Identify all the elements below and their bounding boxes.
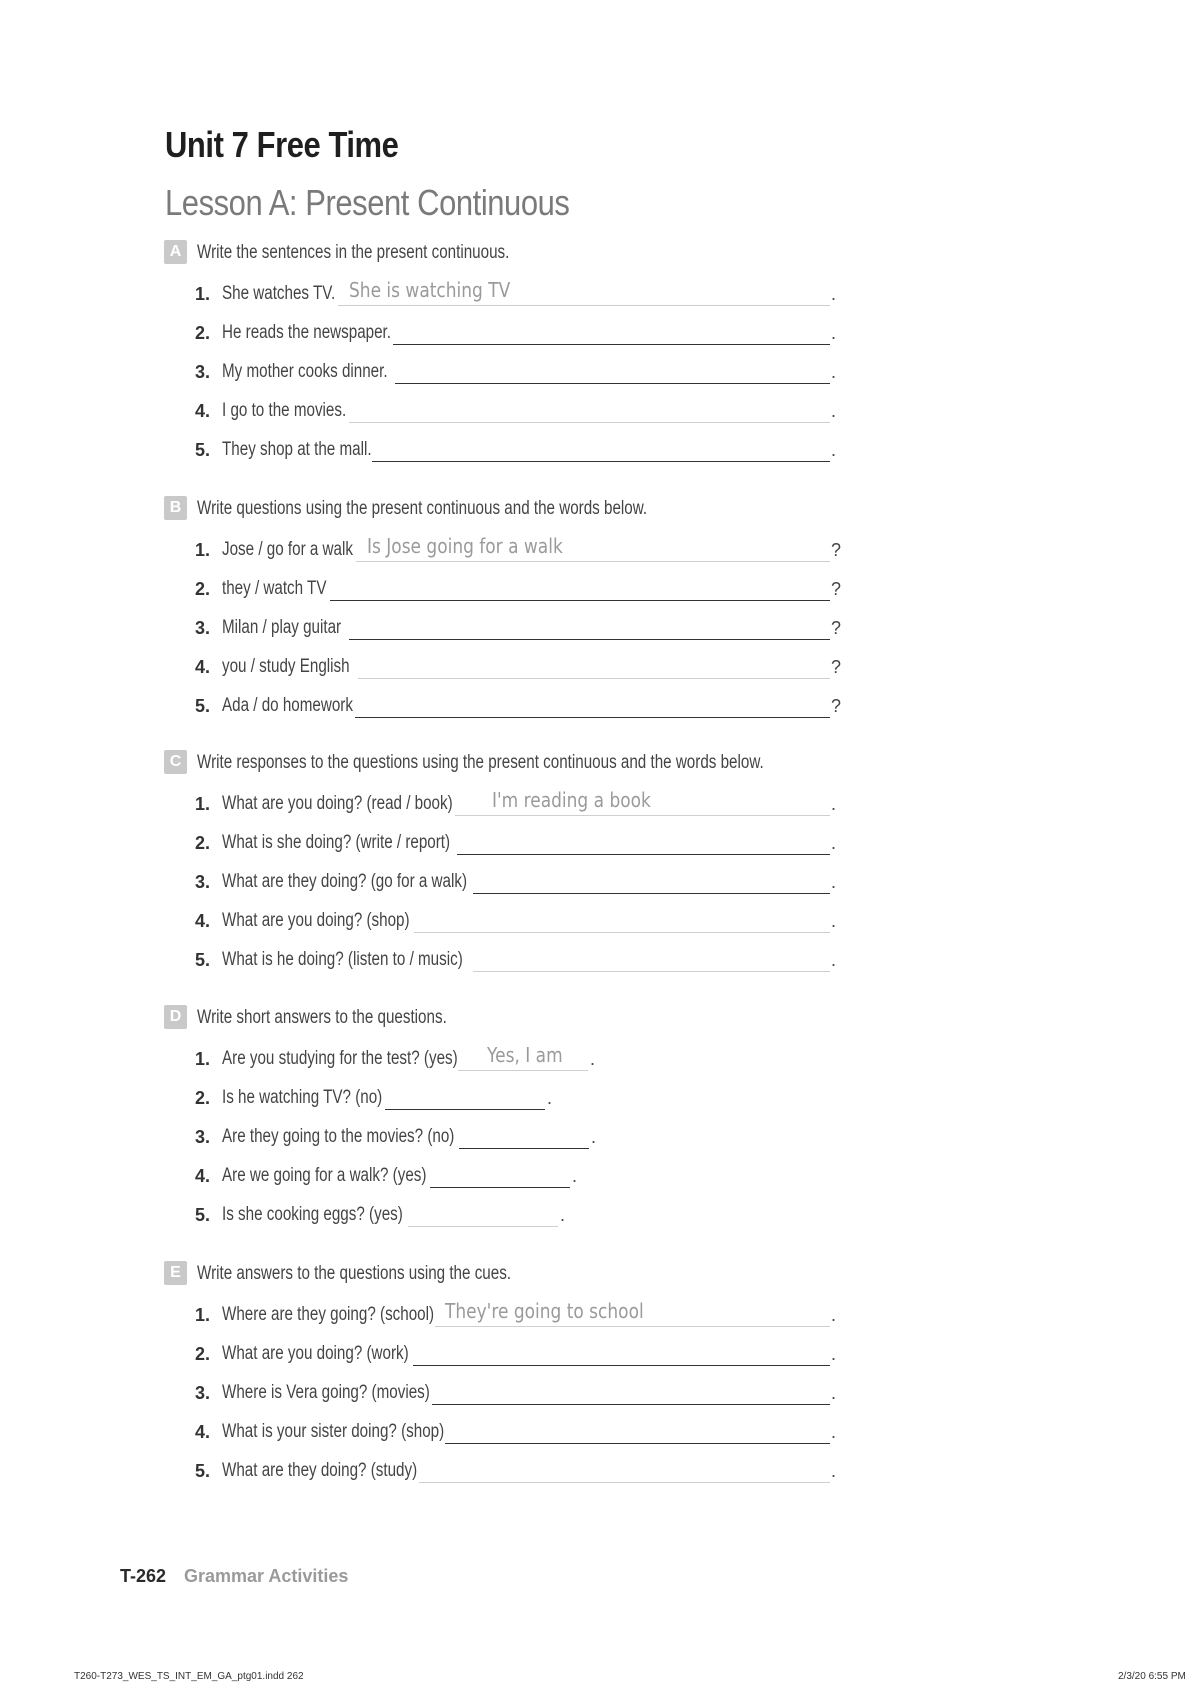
item-prompt: What is your sister doing? (shop) xyxy=(222,1421,445,1442)
answer-line[interactable] xyxy=(408,1226,558,1227)
item-prompt: What are you doing? (read / book) xyxy=(222,793,453,814)
print-slug-date: 2/3/20 6:55 PM xyxy=(1118,1671,1186,1682)
exercise-item xyxy=(195,278,855,312)
exercise-item xyxy=(195,434,855,468)
section-d-header xyxy=(164,1005,964,1031)
item-prompt: Where are they going? (school) xyxy=(222,1304,435,1325)
item-end-punct: . xyxy=(590,1049,596,1069)
item-prompt: My mother cooks dinner. xyxy=(222,361,388,382)
item-number: 2. xyxy=(195,1088,211,1108)
item-prompt: He reads the newspaper. xyxy=(222,322,391,343)
exercise-item xyxy=(195,651,855,685)
item-end-punct: . xyxy=(831,1461,837,1481)
answer-line[interactable] xyxy=(473,893,830,894)
section-badge: B xyxy=(164,496,187,520)
item-number: 1. xyxy=(195,1049,211,1069)
answer-line[interactable] xyxy=(385,1109,545,1110)
answer-line[interactable] xyxy=(458,1070,588,1071)
item-prompt: Are they going to the movies? (no) xyxy=(222,1126,455,1147)
exercise-item xyxy=(195,1377,855,1411)
answer-text: I'm reading a book xyxy=(492,788,651,812)
item-end-punct: ? xyxy=(831,579,842,599)
item-prompt: What are they doing? (go for a walk) xyxy=(222,871,468,892)
answer-text: Is Jose going for a walk xyxy=(367,534,563,558)
section-badge: A xyxy=(164,240,187,264)
item-end-punct: ? xyxy=(831,696,842,716)
exercise-item xyxy=(195,1160,855,1194)
item-prompt: Are we going for a walk? (yes) xyxy=(222,1165,427,1186)
item-prompt: Jose / go for a walk xyxy=(222,539,353,560)
item-end-punct: . xyxy=(831,1422,837,1442)
section-instruction: Write answers to the questions using the cues. xyxy=(197,1263,512,1284)
answer-line[interactable] xyxy=(419,1482,830,1483)
section-badge: D xyxy=(164,1005,187,1029)
answer-line[interactable] xyxy=(445,1443,830,1444)
item-prompt: She watches TV. xyxy=(222,283,336,304)
answer-line[interactable] xyxy=(349,422,830,423)
footer-page-number: T-262 xyxy=(120,1566,167,1586)
item-number: 1. xyxy=(195,540,211,560)
answer-line[interactable] xyxy=(372,461,830,462)
exercise-item xyxy=(195,573,855,607)
item-number: 5. xyxy=(195,440,211,460)
item-number: 3. xyxy=(195,1383,211,1403)
answer-line[interactable] xyxy=(413,1365,830,1366)
answer-line[interactable] xyxy=(457,854,830,855)
exercise-item xyxy=(195,1199,855,1233)
exercise-item xyxy=(195,612,855,646)
answer-line[interactable] xyxy=(432,1404,830,1405)
answer-line[interactable] xyxy=(459,1148,589,1149)
section-instruction: Write responses to the questions using the present continuous and the words below. xyxy=(197,752,764,773)
answer-line[interactable] xyxy=(338,305,830,306)
item-end-punct: . xyxy=(831,323,837,343)
exercise-item xyxy=(195,905,855,939)
lesson-title: Lesson A: Present Continuous xyxy=(165,182,570,223)
item-prompt: They shop at the mall. xyxy=(222,439,372,460)
exercise-item xyxy=(195,788,855,822)
item-end-punct: . xyxy=(572,1166,578,1186)
item-end-punct: ? xyxy=(831,657,842,677)
item-end-punct: . xyxy=(831,440,837,460)
exercise-item xyxy=(195,690,855,724)
section-e-header xyxy=(164,1261,964,1287)
item-number: 5. xyxy=(195,696,211,716)
item-number: 3. xyxy=(195,618,211,638)
exercise-item xyxy=(195,1338,855,1372)
section-c-header xyxy=(164,750,964,776)
item-end-punct: . xyxy=(831,911,837,931)
section-badge: C xyxy=(164,750,187,774)
section-instruction: Write questions using the present continuous and the words below. xyxy=(197,498,648,519)
item-number: 3. xyxy=(195,362,211,382)
item-number: 5. xyxy=(195,1461,211,1481)
item-end-punct: . xyxy=(591,1127,597,1147)
section-instruction: Write short answers to the questions. xyxy=(197,1007,447,1028)
item-number: 4. xyxy=(195,657,211,677)
item-end-punct: . xyxy=(831,401,837,421)
item-number: 2. xyxy=(195,323,211,343)
item-prompt: Is he watching TV? (no) xyxy=(222,1087,383,1108)
item-prompt: What is he doing? (listen to / music) xyxy=(222,949,463,970)
item-prompt: I go to the movies. xyxy=(222,400,347,421)
item-end-punct: . xyxy=(831,1344,837,1364)
item-number: 4. xyxy=(195,401,211,421)
section-instruction: Write the sentences in the present continuous. xyxy=(197,242,510,263)
answer-line[interactable] xyxy=(356,561,830,562)
section-badge: E xyxy=(164,1261,187,1285)
exercise-item xyxy=(195,1121,855,1155)
item-prompt: What are they doing? (study) xyxy=(222,1460,418,1481)
answer-line[interactable] xyxy=(473,971,830,972)
exercise-item xyxy=(195,317,855,351)
answer-text: Yes, I am xyxy=(487,1043,563,1067)
item-number: 5. xyxy=(195,950,211,970)
item-end-punct: . xyxy=(547,1088,553,1108)
answer-line[interactable] xyxy=(355,717,830,718)
item-end-punct: . xyxy=(831,284,837,304)
answer-line[interactable] xyxy=(358,678,830,679)
item-number: 2. xyxy=(195,579,211,599)
section-b-header xyxy=(164,496,964,522)
exercise-item xyxy=(195,1299,855,1333)
unit-title: Unit 7 Free Time xyxy=(165,124,399,165)
answer-line[interactable] xyxy=(455,815,830,816)
answer-line[interactable] xyxy=(395,383,830,384)
footer-section-label: Grammar Activities xyxy=(184,1566,349,1586)
item-end-punct: . xyxy=(831,833,837,853)
item-prompt: they / watch TV xyxy=(222,578,327,599)
item-number: 2. xyxy=(195,833,211,853)
item-end-punct: . xyxy=(831,950,837,970)
exercise-item xyxy=(195,395,855,429)
print-slug-file: T260-T273_WES_TS_INT_EM_GA_ptg01.indd 262 xyxy=(74,1671,304,1682)
item-end-punct: . xyxy=(831,1383,837,1403)
exercise-item xyxy=(195,1082,855,1116)
item-number: 2. xyxy=(195,1344,211,1364)
item-prompt: What is she doing? (write / report) xyxy=(222,832,451,853)
item-end-punct: . xyxy=(560,1205,566,1225)
item-end-punct: ? xyxy=(831,618,842,638)
answer-line[interactable] xyxy=(430,1187,570,1188)
answer-text: They're going to school xyxy=(445,1299,644,1323)
item-end-punct: ? xyxy=(831,540,842,560)
answer-line[interactable] xyxy=(349,639,830,640)
exercise-item xyxy=(195,1043,855,1077)
exercise-item xyxy=(195,534,855,568)
item-prompt: What are you doing? (shop) xyxy=(222,910,410,931)
exercise-item xyxy=(195,827,855,861)
item-number: 5. xyxy=(195,1205,211,1225)
section-a-header xyxy=(164,240,964,266)
answer-text: She is watching TV xyxy=(349,278,511,302)
item-prompt: What are you doing? (work) xyxy=(222,1343,409,1364)
item-end-punct: . xyxy=(831,1305,837,1325)
exercise-item xyxy=(195,1455,855,1489)
item-prompt: Milan / play guitar xyxy=(222,617,342,638)
item-number: 1. xyxy=(195,1305,211,1325)
item-end-punct: . xyxy=(831,362,837,382)
answer-line[interactable] xyxy=(330,600,830,601)
item-prompt: Where is Vera going? (movies) xyxy=(222,1382,430,1403)
exercise-item xyxy=(195,356,855,390)
item-end-punct: . xyxy=(831,794,837,814)
item-end-punct: . xyxy=(831,872,837,892)
item-prompt: Ada / do homework xyxy=(222,695,353,716)
item-prompt: Is she cooking eggs? (yes) xyxy=(222,1204,403,1225)
answer-line[interactable] xyxy=(414,932,830,933)
exercise-item xyxy=(195,944,855,978)
answer-line[interactable] xyxy=(393,344,830,345)
item-number: 4. xyxy=(195,911,211,931)
answer-line[interactable] xyxy=(435,1326,830,1327)
exercise-item xyxy=(195,1416,855,1450)
item-number: 4. xyxy=(195,1422,211,1442)
item-number: 1. xyxy=(195,794,211,814)
item-number: 3. xyxy=(195,872,211,892)
item-prompt: Are you studying for the test? (yes) xyxy=(222,1048,458,1069)
item-number: 3. xyxy=(195,1127,211,1147)
item-number: 1. xyxy=(195,284,211,304)
item-prompt: you / study English xyxy=(222,656,350,677)
item-number: 4. xyxy=(195,1166,211,1186)
exercise-item xyxy=(195,866,855,900)
